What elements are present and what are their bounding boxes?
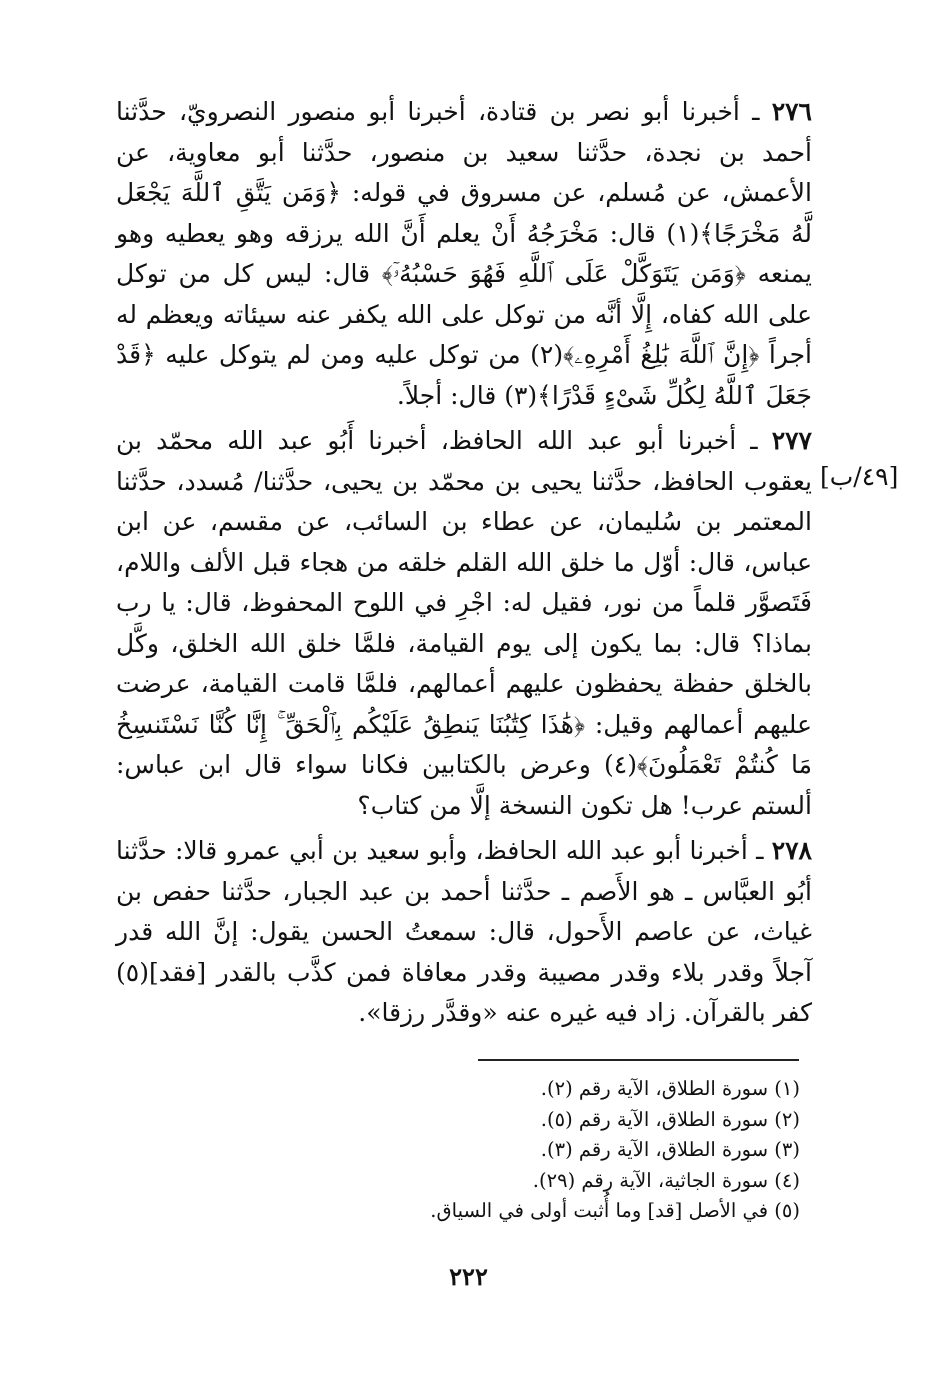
manuscript-folio-marker: [٤٩/ب] [820,462,899,491]
hadith-text: ـ أخبرنا أبو نصر بن قتادة، أخبرنا أبو منصور النصرويّ، حدَّثنا أحمد بن نجدة، حدَّثنا سعيد بن منصور، حدَّثنا أبو معاوية، عن الأعمش، عن مُسلم، عن مسروق في قوله: ﴿وَمَن يَتَّقِ ٱللَّهَ يَجْعَل لَّهُ مَخْرَجًا﴾(١) قال: مَخْرَجُهُ أَنْ يعلم أَنَّ الله يرزقه وهو يعطيه وهو يمنعه ﴿وَمَن يَتَوَكَّلْ عَلَى ٱللَّهِ فَهُوَ حَسْبُهُۥٓ﴾ قال: ليس كل من توكل على الله كفاه، إِلَّا أنَّه من توكل على الله يكفر عنه سيئاته ويعظم له أجراً ﴿إِنَّ ٱللَّهَ بَٰلِغُ أَمْرِهِۦ﴾(٢) من توكل عليه ومن لم يتوكل عليه ﴿قَدْ جَعَلَ ٱللَّهُ لِكُلِّ شَىْءٍ قَدْرًا﴾(٣) قال: أجلاً. [116,97,813,410]
footnote-2: (٢) سورة الطلاق، الآية رقم (٥). [540,1107,800,1131]
page-number: ٢٢٢ [449,1262,488,1291]
footnote-divider [478,1059,799,1061]
hadith-paragraph-277 [116,421,812,826]
hadith-number: ٢٧٨ [771,836,812,865]
footnote-5: (٥) في الأصل [قد] وما أُثبت أولى في السياق. [430,1199,800,1222]
footnotes [300,1074,800,1227]
footnote-3: (٣) سورة الطلاق، الآية رقم (٣). [540,1138,800,1161]
hadith-text: ـ أخبرنا أبو عبد الله الحافظ، وأبو سعيد بن أبي عمرو قالا: حدَّثنا أبُو العبَّاس ـ هو الأَصم ـ حدَّثنا أحمد بن عبد الجبار، حدَّثنا حفص بن غياث، عن عاصم الأَحول، قال: سمعتُ الحسن يقول: إنَّ الله قدر آجلاً وقدر بلاء وقدر مصيبة وقدر معافاة فمن كذَّب بالقدر [فقد](٥) كفر بالقرآن. زاد فيه غيره عنه «وقدَّر رزقا». [116,836,812,1027]
footnote-1: (١) سورة الطلاق، الآية رقم (٢). [540,1077,800,1100]
hadith-paragraph-278 [116,831,812,1034]
hadith-number: ٢٧٧ [771,426,812,455]
hadith-paragraph-276 [116,92,812,416]
hadith-number: ٢٧٦ [771,97,812,126]
main-text [116,92,812,1039]
hadith-text: ـ أخبرنا أبو عبد الله الحافظ، أخبرنا أَبُو عبد الله محمّد بن يعقوب الحافظ، حدَّثنا يحيى بن محمّد بن يحيى، حدَّثنا/ مُسدد، حدَّثنا المعتمر بن سُليمان، عن عطاء بن السائب، عن مقسم، عن ابن عباس، قال: أوّل ما خلق الله القلم خلقه من هجاء قبل الألف واللام، فَتَصوَّر قلماً من نور، فقيل له: اجْرِ في اللوح المحفوظ، قال: يا رب بماذا؟ قال: بما يكون إلى يوم القيامة، فلمَّا خلق الله الخلق، وكَّل بالخلق حفظة يحفظون عليهم أعمالهم، فلمَّا قامت القيامة، عرضت عليهم أعمالهم وقيل: ﴿هَٰذَا كِتَٰبُنَا يَنطِقُ عَلَيْكُم بِٱلْحَقِّ ۚ إِنَّا كُنَّا نَسْتَنسِخُ مَا كُنتُمْ تَعْمَلُونَ﴾(٤) وعرض بالكتابين فكانا سواء قال ابن عباس: ألستم عرب! هل تكون النسخة إلَّا من كتاب؟ [116,426,812,820]
footnote-4: (٤) سورة الجاثية، الآية رقم (٢٩). [532,1168,800,1192]
